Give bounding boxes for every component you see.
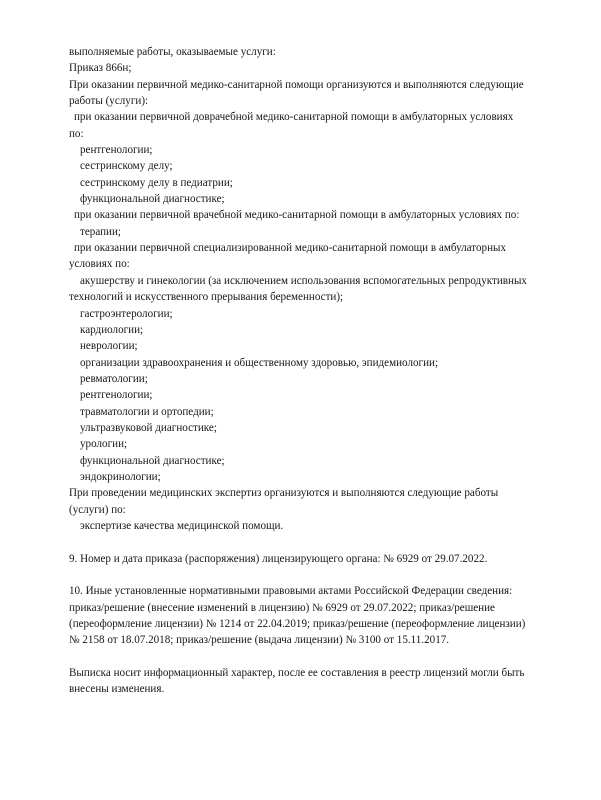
works-and-services-line: эндокринологии; <box>80 470 161 483</box>
works-and-services-line: рентгенологии; <box>80 389 153 402</box>
section-10-other-information <box>69 583 541 648</box>
paragraph-spacer <box>69 649 541 665</box>
works-and-services-line: работы (услуги): <box>69 95 149 108</box>
works-and-services-line: функциональной диагностике; <box>80 193 225 206</box>
disclaimer-line: внесены изменения. <box>69 683 165 696</box>
works-and-services-line: сестринскому делу; <box>80 160 173 173</box>
section-10-line: приказ/решение (внесение изменений в лицензию) № 6929 от 29.07.2022; приказ/решение <box>69 601 495 614</box>
works-and-services-line: При оказании первичной медико-санитарной помощи организуются и выполняются следующие <box>69 78 524 91</box>
works-and-services-line: урологии; <box>80 438 128 451</box>
works-and-services-line: при оказании первичной врачебной медико-санитарной помощи в амбулаторных условиях по: <box>74 209 520 222</box>
works-and-services-line: ультразвуковой диагностике; <box>80 421 217 434</box>
section-10-line: (переоформление лицензии) № 1214 от 22.04.2019; приказ/решение (переоформление лицензии) <box>69 618 526 631</box>
works-and-services-line: сестринскому делу в педиатрии; <box>80 176 233 189</box>
works-and-services-line: при оказании первичной доврачебной медико-санитарной помощи в амбулаторных условиях <box>74 111 514 124</box>
paragraph-spacer <box>69 567 541 583</box>
informational-disclaimer <box>69 665 541 698</box>
works-and-services-line: организации здравоохранения и общественному здоровью, эпидемиологии; <box>80 356 439 369</box>
section-9-line: 9. Номер и дата приказа (распоряжения) лицензирующего органа: № 6929 от 29.07.2022. <box>69 552 488 565</box>
section-10-line: № 2158 от 18.07.2018; приказ/решение (выдача лицензии) № 3100 от 15.11.2017. <box>69 634 450 647</box>
works-and-services-line: (услуги) по: <box>69 503 126 516</box>
works-and-services-line: травматологии и ортопедии; <box>80 405 214 418</box>
works-and-services-line: При проведении медицинских экспертиз организуются и выполняются следующие работы <box>69 487 499 500</box>
works-and-services-line: акушерству и гинекологии (за исключением использования вспомогательных репродуктивных <box>80 274 527 287</box>
works-and-services-line: экспертизе качества медицинской помощи. <box>80 519 284 532</box>
works-and-services-line: неврологии; <box>80 340 138 353</box>
works-and-services-line: по: <box>69 127 84 140</box>
works-and-services-line: функциональной диагностике; <box>80 454 225 467</box>
works-and-services-line: Приказ 866н; <box>69 62 132 75</box>
disclaimer-line: Выписка носит информационный характер, после ее составления в реестр лицензий могли быть <box>69 667 525 680</box>
works-and-services-line: технологий и искусственного прерывания беременности); <box>69 291 344 304</box>
paragraph-spacer <box>69 534 541 550</box>
works-and-services-line: ревматологии; <box>80 372 148 385</box>
works-and-services-line: рентгенологии; <box>80 144 153 157</box>
works-and-services-line: выполняемые работы, оказываемые услуги: <box>69 46 276 58</box>
works-and-services-line: при оказании первичной специализированной медико-санитарной помощи в амбулаторных <box>74 242 507 255</box>
works-and-services-line: терапии; <box>80 225 121 238</box>
document-body <box>69 44 541 698</box>
section-10-line: 10. Иные установленные нормативными правовыми актами Российской Федерации сведения: <box>69 585 513 598</box>
works-and-services-line: кардиологии; <box>80 323 144 336</box>
section-9-order-number-and-date <box>69 551 541 567</box>
works-and-services-block <box>69 44 541 534</box>
works-and-services-line: условиях по: <box>69 258 130 271</box>
works-and-services-line: гастроэнтерологии; <box>80 307 173 320</box>
